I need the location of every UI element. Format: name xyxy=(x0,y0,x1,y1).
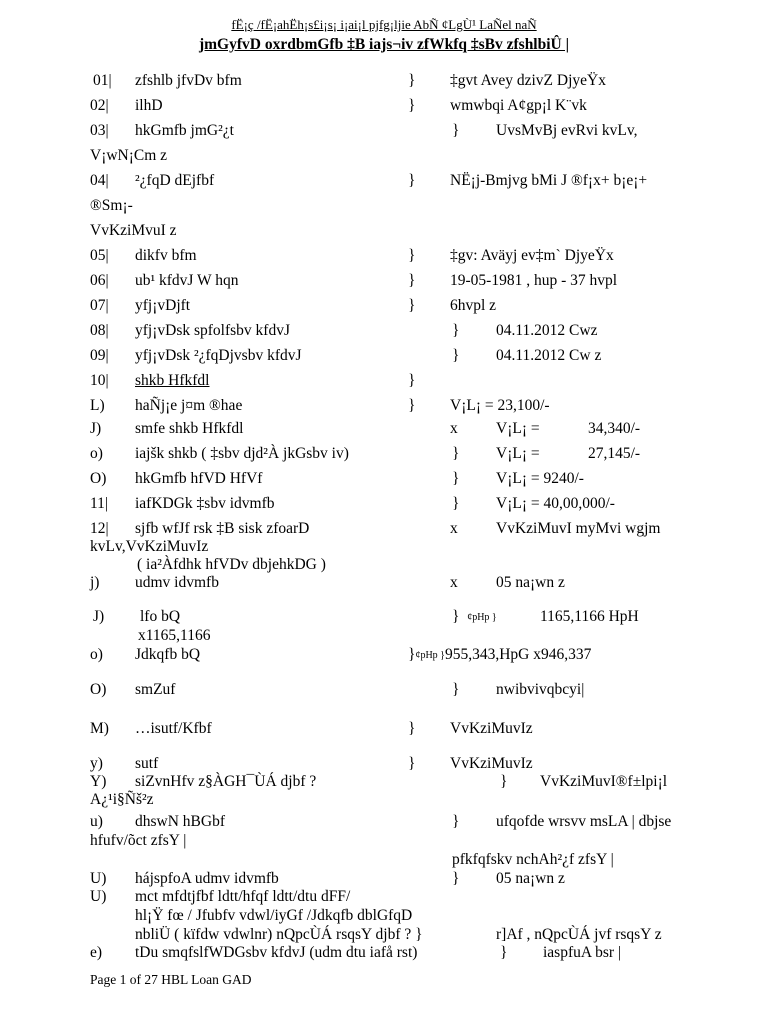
document-title: jmGyfvD oxrdbmGfb ‡B iajs¬iv zfWkfq ‡sBv zfshlbiÛ | xyxy=(198,36,570,53)
row-separator: } xyxy=(408,372,416,389)
row-label: shkb Hfkfdl xyxy=(135,372,210,389)
row-label: mct mfdtjfbf ldtt/hfqf ldtt/dtu dFF/ xyxy=(135,888,351,905)
row-number: 07| xyxy=(90,297,109,314)
row-label: hkGmfb hfVD HfVf xyxy=(135,470,263,487)
row-label: smZuf xyxy=(135,681,176,698)
row-number: 03| xyxy=(90,122,109,139)
row-number: 09| xyxy=(90,347,109,364)
row-label: dikfv bfm xyxy=(135,247,197,264)
row-separator: } xyxy=(452,813,460,830)
page-footer: Page 1 of 27 HBL Loan GAD xyxy=(90,972,252,987)
row-label: zfshlb jfvDv bfm xyxy=(135,72,242,89)
row-separator: x xyxy=(450,520,458,537)
row-number: J) xyxy=(93,608,105,625)
row-amount: 34,340/- xyxy=(588,420,641,437)
row-label: yfj¡vDjft xyxy=(135,297,191,314)
row-number: o) xyxy=(90,445,103,462)
row-separator: } xyxy=(452,122,460,139)
row-number: o) xyxy=(90,646,103,663)
row-separator: } xyxy=(500,944,508,961)
row-value: 04.11.2012 Cw z xyxy=(496,347,602,364)
row-label: Jdkqfb bQ xyxy=(135,646,201,663)
row-value: nwibvivqbcyi| xyxy=(496,681,585,698)
row-value-continuation: kvLv,VvKziMuvIz xyxy=(90,538,209,555)
row-number: 11| xyxy=(90,495,109,512)
row-label: sjfb wfJf rsk ‡B sisk zfoarD xyxy=(135,520,310,537)
row-value: 05 na¡wn z xyxy=(496,574,565,591)
row-label: tDu smqfslfWDGsbv kfdvJ (udm dtu iafå rst) xyxy=(135,944,418,961)
row-label: siZvnHfv z§ÀGH¯ÙÁ djbf ? xyxy=(135,773,317,790)
row-number: j) xyxy=(90,574,100,591)
row-label: yfj¡vDsk spfolfsbv kfdvJ xyxy=(135,322,290,339)
row-value: 1165,1166 HpH xyxy=(540,608,639,625)
row-value: iaspfuA bsr | xyxy=(543,944,622,961)
row-value-continuation: A¿¹i§Ñš²z xyxy=(90,791,154,808)
row-separator: } xyxy=(452,347,460,364)
row-separator-mark: } xyxy=(452,608,460,625)
row-value: VvKziMuvIz xyxy=(450,755,533,772)
row-label: ²¿fqD dEjfbf xyxy=(135,172,215,189)
row-separator: } xyxy=(408,755,416,772)
row-value: ‡gv: Aväyj ev‡m` DjyeŸx xyxy=(450,247,614,264)
row-value: V¡L¡ = 40,00,000/- xyxy=(496,495,615,512)
row-label: iajšk shkb ( ‡sbv djd²À jkGsbv iv) xyxy=(135,445,349,462)
row-label: yfj¡vDsk ²¿fqDjvsbv kfdvJ xyxy=(135,347,302,364)
row-separator: } xyxy=(408,397,416,414)
row-label: smfe shkb Hfkfdl xyxy=(135,420,244,437)
row-number: 10| xyxy=(90,372,109,389)
row-number: J) xyxy=(90,420,102,437)
row-value: 05 na¡wn z xyxy=(496,870,565,887)
row-number: O) xyxy=(90,681,107,698)
row-separator: } xyxy=(408,247,416,264)
row-value: UvsMvBj evRvi kvLv, xyxy=(496,122,638,139)
row-separator xyxy=(408,646,591,665)
row-value-continuation: pfkfqfskv nchAh²¿f zfsY | xyxy=(452,851,614,868)
row-label: ilhD xyxy=(135,97,163,114)
row-label: hkGmfb jmG²¿t xyxy=(135,122,234,139)
row-separator: } xyxy=(452,870,460,887)
row-separator: } xyxy=(500,773,508,790)
row-label: lfo bQ xyxy=(140,608,181,625)
row-value-continuation: V¡wN¡Cm z xyxy=(90,147,168,164)
row-value: VvKziMuvIz xyxy=(450,720,533,737)
row-value: VvKziMuvI®f±lpi¡l xyxy=(540,773,668,790)
row-separator: } xyxy=(452,445,460,462)
row-separator-note: ¢pHp } xyxy=(415,650,445,661)
row-separator: } xyxy=(452,681,460,698)
row-value-continuation: ( ia²Àfdhk hfVDv dbjehkDG ) xyxy=(137,556,326,573)
row-label: sutf xyxy=(135,755,159,772)
row-label: ub¹ kfdvJ W hqn xyxy=(135,272,239,289)
row-number: 04| xyxy=(90,172,109,189)
row-number: U) xyxy=(90,888,107,905)
row-label: dhswN hBGbf xyxy=(135,813,225,830)
row-value: 19-05-1981 , hup - 37 hvpl xyxy=(450,272,618,289)
row-separator: } xyxy=(408,97,416,114)
row-separator xyxy=(452,608,497,627)
row-label: udmv idvmfb xyxy=(135,574,219,591)
row-number: O) xyxy=(90,470,107,487)
row-value: ‡gvt Avey dzivZ DjyeŸx xyxy=(450,72,606,89)
row-number: y) xyxy=(90,755,103,772)
row-separator-note: ¢pHp } xyxy=(467,612,497,623)
row-number: 02| xyxy=(90,97,109,114)
row-number: 12| xyxy=(90,520,109,537)
row-amount: 27,145/- xyxy=(588,445,641,462)
row-value: ufqofde wrsvv msLA | dbjse xyxy=(496,813,672,830)
row-value: V¡L¡ = 9240/- xyxy=(496,470,584,487)
row-value: V¡L¡ = xyxy=(496,420,540,437)
row-value: wmwbqi A¢gp¡l K¨vk xyxy=(450,97,587,114)
row-number: 06| xyxy=(90,272,109,289)
row-separator: } xyxy=(408,720,416,737)
row-separator: } xyxy=(452,470,460,487)
row-value-continuation: VvKziMvuI z xyxy=(90,222,177,239)
row-value: r]Af , nQpcÙÁ jvf rsqsY z xyxy=(496,926,662,943)
row-separator: } xyxy=(408,297,416,314)
row-value: V¡L¡ = xyxy=(496,445,540,462)
row-number: 05| xyxy=(90,247,109,264)
row-number: U) xyxy=(90,870,107,887)
row-value-continuation: ®Sm¡- xyxy=(90,197,133,214)
row-number: e) xyxy=(90,944,103,961)
row-value: 6hvpl z xyxy=(450,297,497,314)
row-number: L) xyxy=(90,397,105,414)
row-number: 08| xyxy=(90,322,109,339)
row-number: M) xyxy=(90,720,109,737)
row-separator: } xyxy=(452,322,460,339)
row-value: 04.11.2012 Cwz xyxy=(496,322,598,339)
row-separator: } xyxy=(452,495,460,512)
row-label: iafKDGk ‡sbv idvmfb xyxy=(135,495,275,512)
row-separator: } xyxy=(408,172,416,189)
row-separator: x xyxy=(450,420,458,437)
row-value: VvKziMuvI myMvi wgjm xyxy=(496,520,661,537)
row-label-continuation: nbliÜ ( kïfdw vdwlnr) nQpcÙÁ rsqsY djbf ? } xyxy=(135,926,423,943)
row-separator: } xyxy=(408,72,416,89)
row-number: Y) xyxy=(90,773,107,790)
row-number: 01| xyxy=(93,72,112,89)
row-separator: } xyxy=(408,272,416,289)
row-number: u) xyxy=(90,813,103,830)
row-value: V¡L¡ = 23,100/- xyxy=(450,397,550,414)
row-value: 955,343,HpG x946,337 xyxy=(444,646,592,663)
row-label: …isutf/Kfbf xyxy=(135,720,212,737)
row-value-continuation: hfufv/õct zfsY | xyxy=(90,832,187,849)
row-value: NË¡j-Bmjvg bMi J ®f¡x+ b¡e¡+ xyxy=(450,172,648,189)
row-label: haÑj¡e j¤m ®hae xyxy=(135,397,243,414)
row-value-continuation: x1165,1166 xyxy=(138,627,211,644)
row-label-continuation: hl¡Ÿ fœ / Jfubfv vdwl/iyGf /Jdkqfb dblGfqD xyxy=(135,907,413,924)
document-subtitle: fË¡ç /fË¡ahËh¡s£i¡s¡ i¡ai¡l pjfg¡ljie AbÑ ¢LgÙ¹ LaÑel naÑ xyxy=(231,17,537,32)
row-separator-mark: } xyxy=(408,646,416,663)
row-label: hájspfoA udmv idvmfb xyxy=(135,870,279,887)
row-separator: x xyxy=(450,574,458,591)
